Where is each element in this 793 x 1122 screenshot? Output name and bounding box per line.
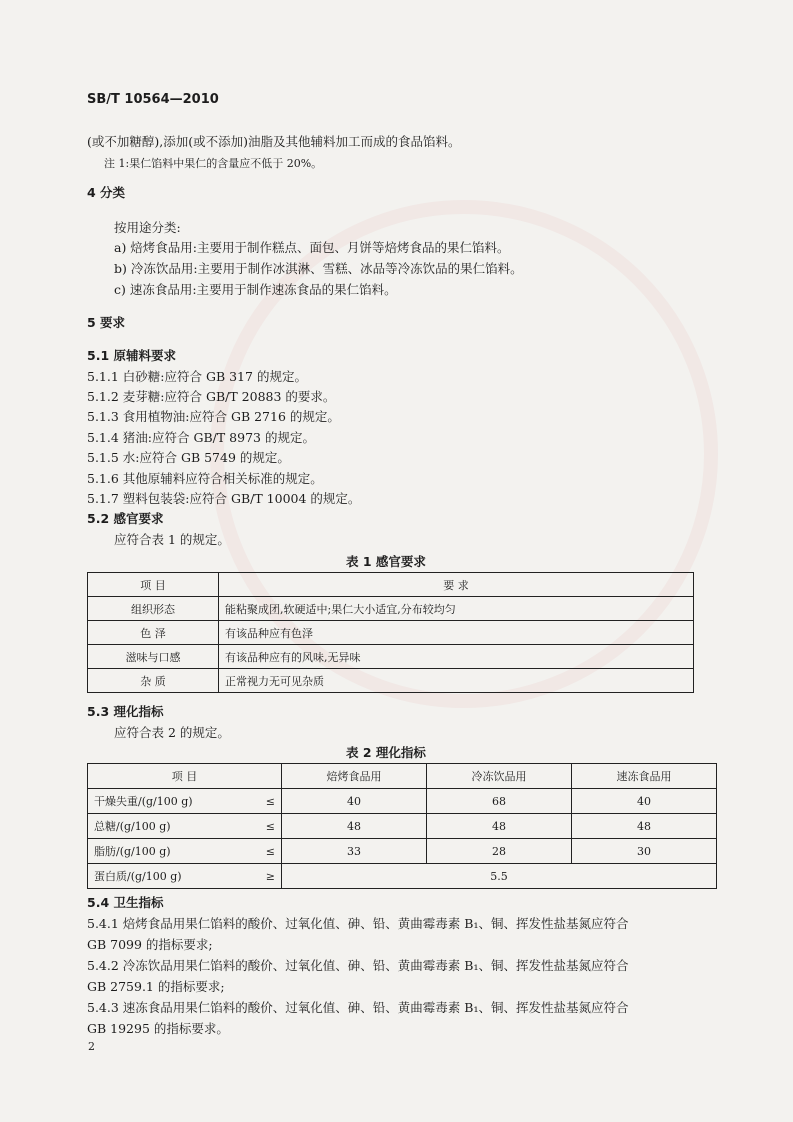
clause: 5.1.4 猪油:应符合 GB/T 8973 的规定。 [87, 430, 315, 445]
cell: 色 泽 [88, 621, 219, 645]
clause: 5.4.2 冷冻饮品用果仁馅料的酸价、过氧化值、砷、铅、黄曲霉毒素 B₁、铜、挥发性盐基氮应符合 [87, 958, 629, 973]
clause: 5.1.6 其他原辅料应符合相关标准的规定。 [87, 471, 323, 486]
cell: 脂肪/(g/100 g) [88, 839, 256, 864]
cell: 正常视力无可见杂质 [219, 669, 694, 693]
header-cell: 项 目 [88, 764, 282, 789]
clause: 5.1.3 食用植物油:应符合 GB 2716 的规定。 [87, 409, 340, 424]
table-2-caption: 表 2 理化指标 [346, 745, 426, 760]
cell: 有该品种应有的风味,无异味 [219, 645, 694, 669]
section-5-3-heading: 5.3 理化指标 [87, 704, 164, 719]
header-cell: 项 目 [88, 573, 219, 597]
cell: 28 [427, 839, 572, 864]
clause: GB 7099 的指标要求; [87, 937, 213, 952]
clause: 5.4.3 速冻食品用果仁馅料的酸价、过氧化值、砷、铅、黄曲霉毒素 B₁、铜、挥发性盐基氮应符合 [87, 1000, 629, 1015]
clause: 5.4.1 焙烤食品用果仁馅料的酸价、过氧化值、砷、铅、黄曲霉毒素 B₁、铜、挥发性盐基氮应符合 [87, 916, 629, 931]
cell: 总糖/(g/100 g) [88, 814, 256, 839]
section-5-2-heading: 5.2 感官要求 [87, 511, 164, 526]
cell: 滋味与口感 [88, 645, 219, 669]
table-row [88, 669, 694, 693]
header-cell: 冷冻饮品用 [427, 764, 572, 789]
table-row [88, 597, 694, 621]
cell: 组织形态 [88, 597, 219, 621]
clause: GB 2759.1 的指标要求; [87, 979, 225, 994]
cell: 有该品种应有色泽 [219, 621, 694, 645]
cell: ≥ [255, 864, 282, 889]
cell: 68 [427, 789, 572, 814]
cell: ≤ [255, 789, 282, 814]
cell: 5.5 [282, 864, 717, 889]
cell: 能粘聚成团,软硬适中;果仁大小适宜,分布较均匀 [219, 597, 694, 621]
cell: 40 [572, 789, 717, 814]
header-cell: 要 求 [219, 573, 694, 597]
clause: 5.1.7 塑料包装袋:应符合 GB/T 10004 的规定。 [87, 491, 361, 506]
cell: 杂 质 [88, 669, 219, 693]
page-number: 2 [88, 1040, 95, 1053]
text-line: 应符合表 2 的规定。 [114, 725, 230, 740]
text-line: 应符合表 1 的规定。 [114, 532, 230, 547]
cell: 30 [572, 839, 717, 864]
section-5-heading: 5 要求 [87, 315, 126, 330]
cell: 33 [282, 839, 427, 864]
text-line: (或不加糖醇),添加(或不添加)油脂及其他辅料加工而成的食品馅料。 [87, 134, 461, 149]
cell: 48 [572, 814, 717, 839]
cell: 48 [427, 814, 572, 839]
table-row [88, 645, 694, 669]
list-item: b) 冷冻饮品用:主要用于制作冰淇淋、雪糕、冰品等冷冻饮品的果仁馅料。 [114, 261, 523, 276]
clause: 5.1.2 麦芽糖:应符合 GB/T 20883 的要求。 [87, 389, 336, 404]
table-row [88, 814, 717, 839]
cell: 干燥失重/(g/100 g) [88, 789, 256, 814]
note: 注 1:果仁馅料中果仁的含量应不低于 20%。 [104, 157, 323, 170]
header-cell: 速冻食品用 [572, 764, 717, 789]
list-item: a) 焙烤食品用:主要用于制作糕点、面包、月饼等焙烤食品的果仁馅料。 [114, 240, 510, 255]
table-row [88, 839, 717, 864]
clause: 5.1.1 白砂糖:应符合 GB 317 的规定。 [87, 369, 307, 384]
clause: 5.1.5 水:应符合 GB 5749 的规定。 [87, 450, 290, 465]
table-row [88, 789, 717, 814]
standard-number: SB/T 10564—2010 [87, 92, 219, 107]
section-4-heading: 4 分类 [87, 185, 126, 200]
section-5-4-heading: 5.4 卫生指标 [87, 895, 164, 910]
cell: 蛋白质/(g/100 g) [88, 864, 256, 889]
table-row [88, 621, 694, 645]
cell: 48 [282, 814, 427, 839]
list-item: c) 速冻食品用:主要用于制作速冻食品的果仁馅料。 [114, 282, 397, 297]
text-line: 按用途分类: [114, 220, 181, 235]
clause: GB 19295 的指标要求。 [87, 1021, 229, 1036]
table-header [88, 573, 694, 597]
table-header [88, 764, 717, 789]
sensory-table [87, 572, 694, 693]
header-cell: 焙烤食品用 [282, 764, 427, 789]
physicochemical-table [87, 763, 717, 889]
cell: 40 [282, 789, 427, 814]
section-5-1-heading: 5.1 原辅料要求 [87, 348, 176, 363]
cell: ≤ [255, 839, 282, 864]
table-row [88, 864, 717, 889]
cell: ≤ [255, 814, 282, 839]
table-1-caption: 表 1 感官要求 [346, 554, 426, 569]
